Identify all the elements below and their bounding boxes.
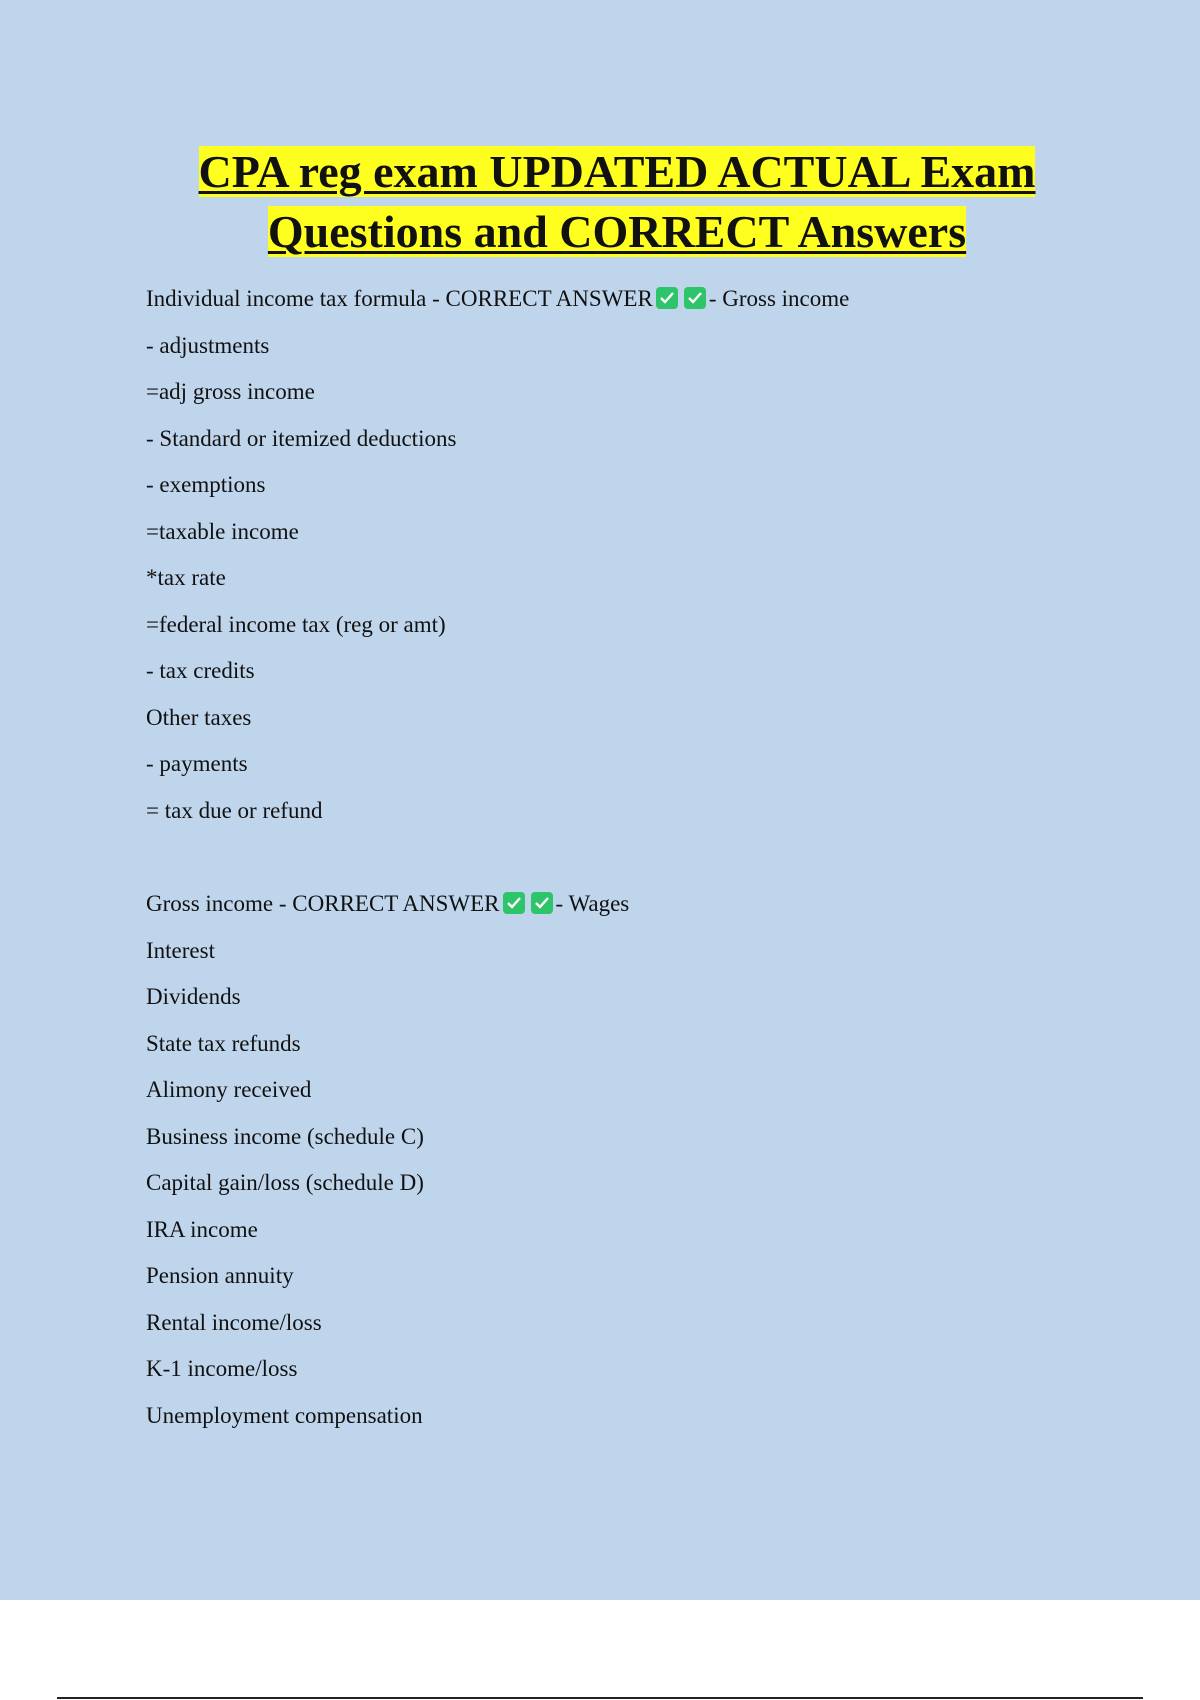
document-title [0, 142, 1200, 262]
check-icon [656, 287, 678, 309]
question-text: Gross income - CORRECT ANSWER [146, 891, 500, 916]
answer-line: IRA income [146, 1216, 258, 1242]
answer-line: - exemptions [146, 472, 266, 497]
answer-line: - payments [146, 751, 248, 776]
title-line-1: CPA reg exam UPDATED ACTUAL Exam [198, 146, 1036, 197]
answer-line: Interest [146, 937, 215, 963]
question-text: Individual income tax formula - CORRECT ANSWER [146, 286, 653, 311]
answer-text: - Wages [555, 891, 630, 916]
answer-line: - adjustments [146, 332, 270, 358]
answer-line: Business income (schedule C) [146, 1123, 424, 1149]
answer-line: K-1 income/loss [146, 1356, 298, 1381]
answer-line: - tax credits [146, 658, 255, 683]
answer-line: =federal income tax (reg or amt) [146, 611, 446, 637]
answer-line: Pension annuity [146, 1263, 294, 1288]
answer-line: =taxable income [146, 518, 299, 544]
answer-line: Unemployment compensation [146, 1402, 423, 1428]
answer-line: Other taxes [146, 704, 252, 730]
qa-block-1 [146, 286, 1146, 844]
answer-line: *tax rate [146, 565, 226, 590]
check-icon [503, 892, 525, 914]
answer-line: = tax due or refund [146, 797, 323, 823]
qa-question-line [146, 286, 1146, 333]
check-icon [684, 287, 706, 309]
answer-line: Dividends [146, 984, 241, 1009]
answer-line: Capital gain/loss (schedule D) [146, 1170, 424, 1195]
title-line-2: Questions and CORRECT Answers [267, 206, 967, 257]
answer-line: State tax refunds [146, 1030, 301, 1056]
qa-block-2 [146, 891, 1146, 1449]
answer-line: Rental income/loss [146, 1309, 322, 1335]
footer-divider [57, 1697, 1143, 1699]
check-icon [531, 892, 553, 914]
answer-line: - Standard or itemized deductions [146, 425, 457, 451]
answer-line: =adj gross income [146, 379, 315, 404]
qa-question-line [146, 891, 1146, 938]
answer-line: Alimony received [146, 1077, 312, 1102]
answer-text: - Gross income [708, 286, 850, 311]
